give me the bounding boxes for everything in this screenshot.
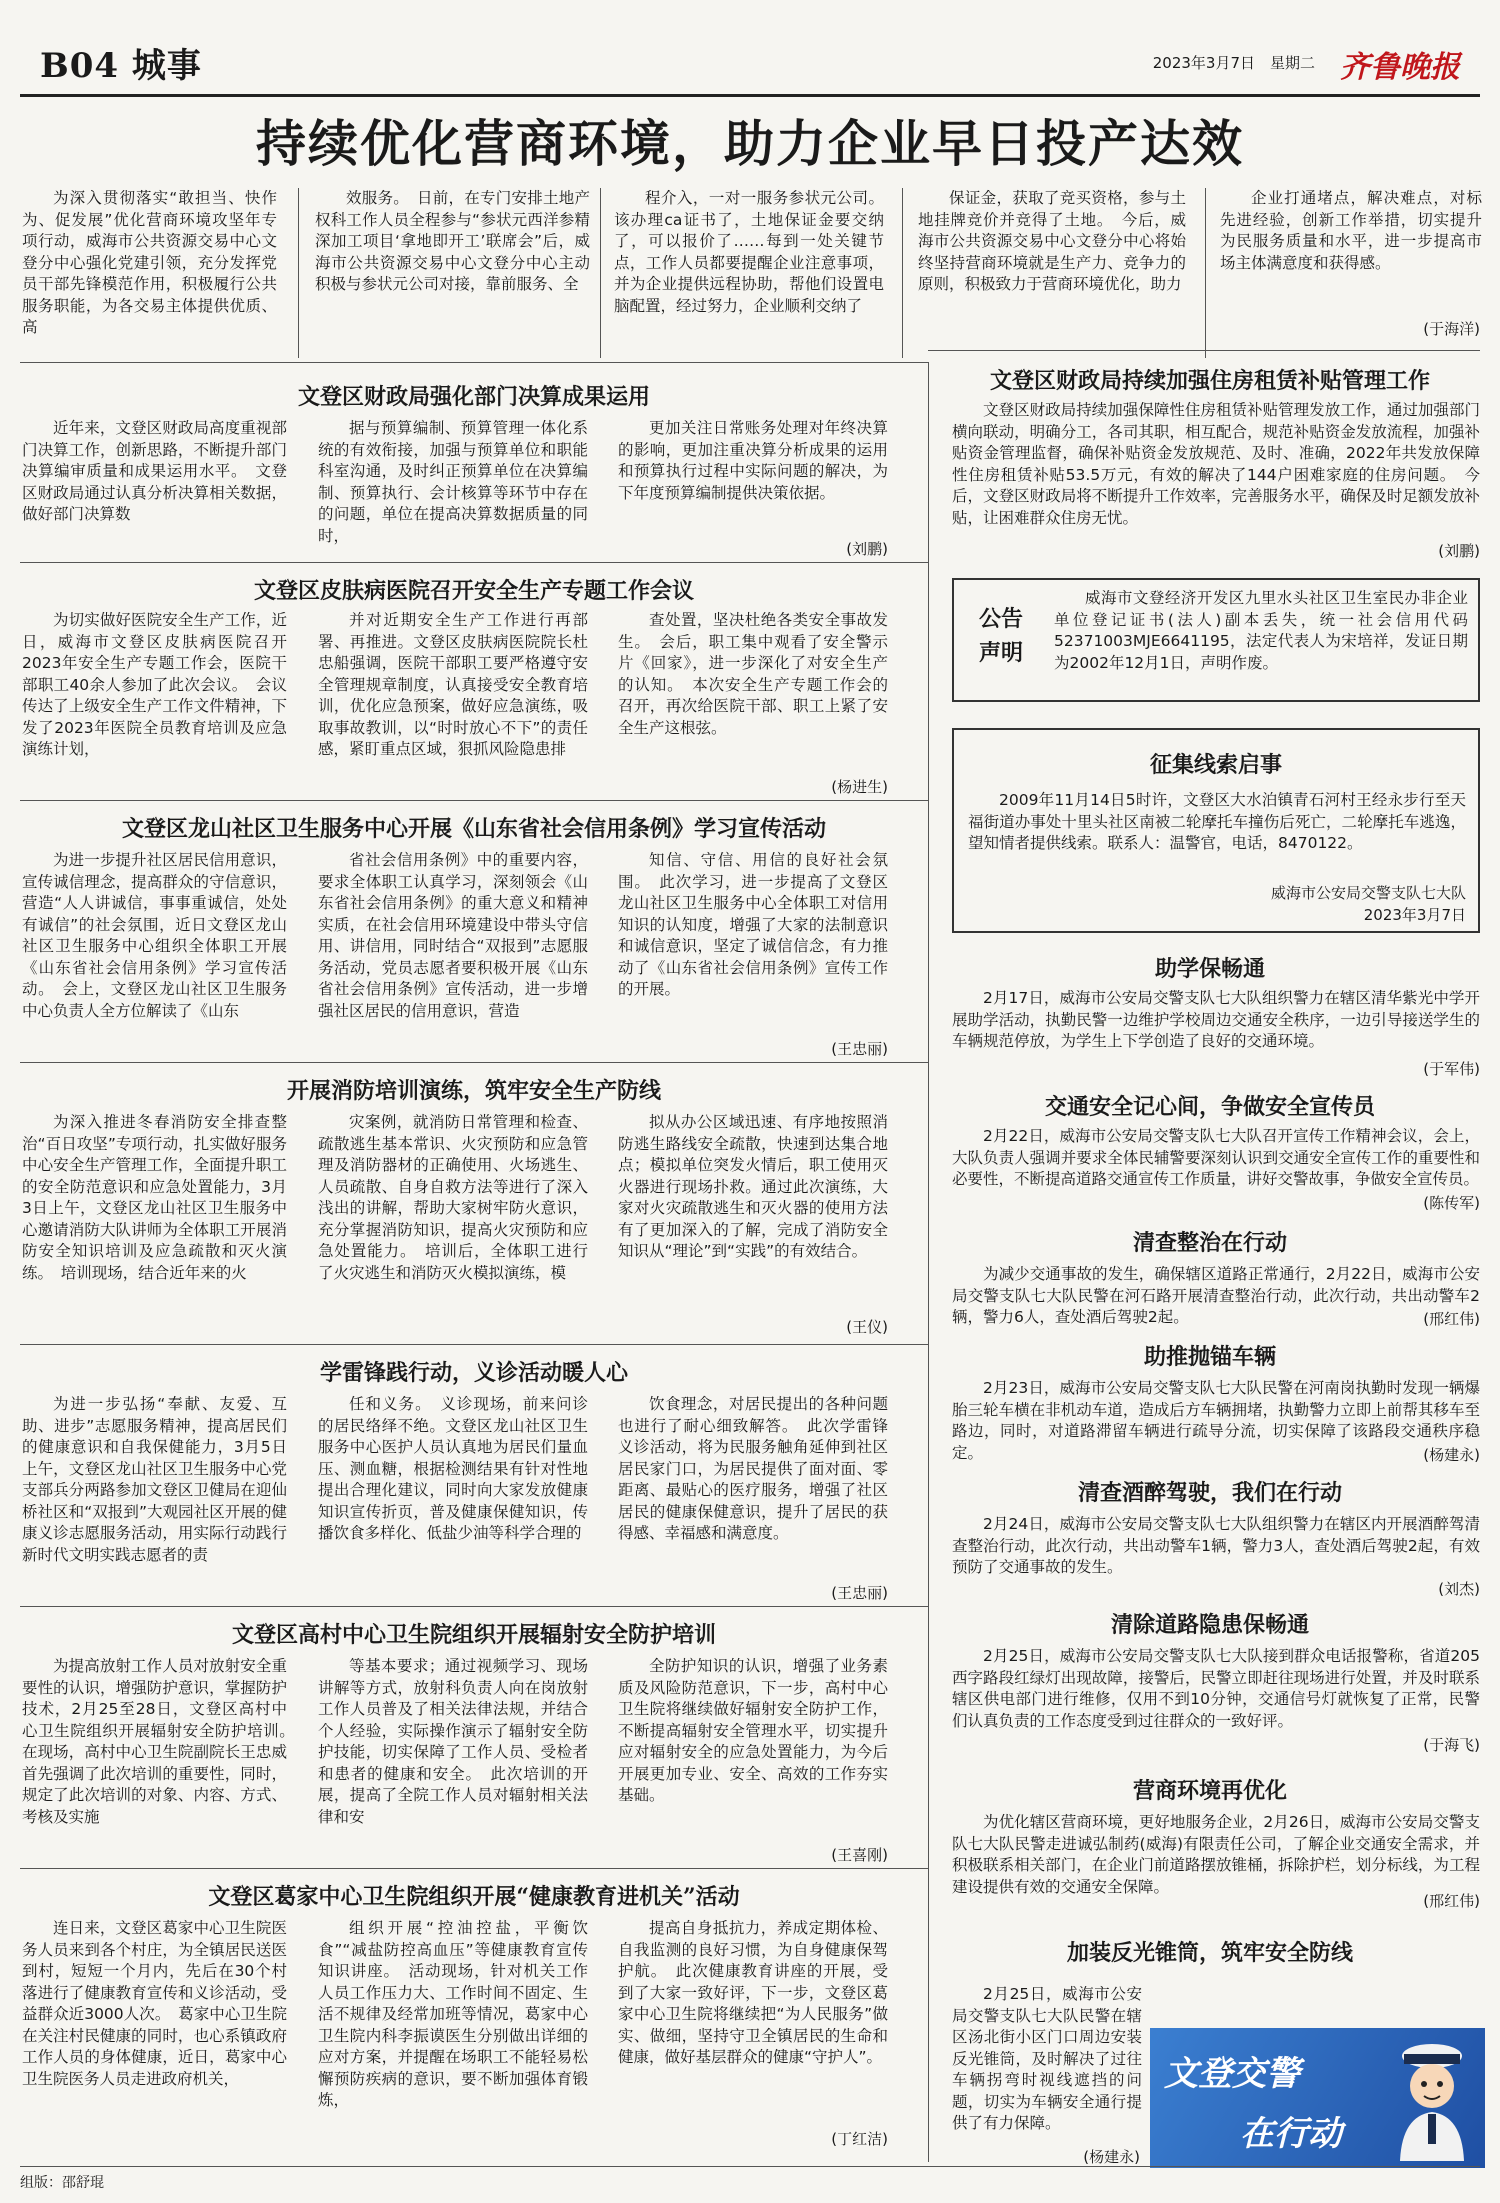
article-7-col-2: 组织开展“控油控盐，平衡饮食”“减盐防控高血压”等健康教育宣传知识讲座。 活动现场，针对机关工作人员工作压力大、工作时间不固定、生活不规律及经常加班等情况，葛家中心卫生院内科李振谟医生分别做出详细的应对方案，并提醒在场职工不能轻易松懈预防疾病的意识，要不断加强体育锻炼， (318, 1919, 588, 2109)
article-divider (20, 362, 928, 363)
police-item-2-author: (陈传军) (1423, 1194, 1480, 1212)
article-5-col-1: 为进一步弘扬“奉献、友爱、互助、进步”志愿服务精神，提高居民们的健康意识和自我保健能力，3月5日上午，文登区龙山社区卫生服务中心党支部兵分两路参加文登区卫健局在迎仙桥社区和“双报到”大观园社区开展的健康义诊志愿服务活动，用实际行动践行新时代文明实践志愿者的责 (22, 1395, 287, 1564)
article-4-title: 开展消防培训演练，筑牢安全生产防线 (286, 1078, 661, 1104)
article-3-title: 文登区龙山社区卫生服务中心开展《山东省社会信用条例》学习宣传活动 (121, 816, 826, 842)
police-item-3-author: (邢红伟) (1423, 1310, 1480, 1328)
notice-box (952, 578, 1480, 702)
article-5-title: 学雷锋践行动，义诊活动暖人心 (319, 1360, 628, 1386)
article-divider (20, 562, 928, 563)
article-4-col-2: 灾案例，就消防日常管理和检查、疏散逃生基本常识、火灾预防和应急管理及消防器材的正确使用、火场逃生、人员疏散、自身自救方法等进行了深入浅出的讲解，帮助大家树牢防火意识，充分掌握消防知识，提高火灾预防和应急处置能力。 培训后，全体职工进行了火灾逃生和消防灭火模拟演练，模 (318, 1113, 588, 1282)
police-item-2-body: 2月22日，威海市公安局交警支队七大队召开宣传工作精神会议，会上，大队负责人强调并要求全体民辅警要深刻认识到交通安全宣传工作的重要性和必要性，不断提高道路交通宣传工作质量，讲好交警故事，争做安全宣传员。 (952, 1127, 1480, 1188)
police-item-1-body: 2月17日，威海市公安局交警支队七大队组织警力在辖区清华紫光中学开展助学活动，执勤民警一边维护学校周边交通安全秩序，一边引导接送学生的车辆规范停放，为学生上下学创造了良好的交通环境。 (952, 989, 1480, 1050)
article-6-col-3: 全防护知识的认识，增强了业务素质及风险防范意识，下一步，高村中心卫生院将继续做好辐射安全防护工作，不断提高辐射安全管理水平，切实提升应对辐射安全的应急处置能力，为今后开展更加专业、安全、高效的工作夯实基础。 (618, 1657, 888, 1804)
article-3-col-2: 省社会信用条例》中的重要内容，要求全体职工认真学习，深刻领会《山东省社会信用条例》的重大意义和精神实质，在社会信用环境建设中带头守信用、讲信用，同时结合“双报到”志愿服务活动，党员志愿者要积极开展《山东省社会信用条例》宣传活动，进一步增强社区居民的信用意识，营造 (318, 851, 588, 1020)
article-2-author: (杨进生) (831, 778, 888, 796)
police-item-7-title: 营商环境再优化 (1132, 1778, 1287, 1804)
footer-rule (20, 2166, 1480, 2167)
article-divider (20, 1868, 928, 1869)
housing-body: 文登区财政局持续加强保障性住房租赁补贴管理发放工作，通过加强部门横向联动，明确分工，各司其职，相互配合，规范补贴资金发放流程，加强补贴资金管理监督，确保补贴资金发放规范、及时、准确，2022年共发放保障性住房租赁补贴53.5万元，有效的解决了144户困难家庭的住房问题。 今后，文登区财政局将不断提升工作效率，完善服务水平，确保及时足额发放补贴，让困难群众住房无忧。 (952, 401, 1480, 527)
article-1-author: (刘鹏) (846, 540, 888, 558)
article-2-title: 文登区皮肤病医院召开安全生产专题工作会议 (253, 578, 694, 604)
housing-author: (刘鹏) (1438, 542, 1480, 560)
police-item-5-author: (刘杰) (1438, 1580, 1480, 1598)
lead-col-2: 效服务。 日前，在专门安排土地产权科工作人员全程参与“参状元西洋参精深加工项目‘拿地即开工’联席会”后，威海市公共资源交易中心文登分中心主动积极与参状元公司对接，靠前服务、全 (315, 189, 590, 293)
police-item-3-body: 为减少交通事故的发生，确保辖区道路正常通行，2月22日，威海市公安局交警支队七大队民警在河石路开展清查整治行动，此次行动，共出动警车2辆，警力6人，查处酒后驾驶2起。 (952, 1265, 1480, 1326)
clue-body: 2009年11月14日5时许，文登区大水泊镇青石河村王经永步行至天福街道办事处十里头社区南被二轮摩托车撞伤后死亡，二轮摩托车逃逸，望知情者提供线索。联系人：温警官，电话，8470122。 (968, 791, 1466, 852)
notice-body: 威海市文登经济开发区九里水头社区卫生室民办非企业单位登记证书(法人)副本丢失，统一社会信用代码52371003MJE6641195，法定代表人为宋培祥，发证日期为2002年12月1日，声明作废。 (1054, 589, 1468, 672)
article-6-title: 文登区高村中心卫生院组织开展辐射安全防护培训 (231, 1622, 716, 1648)
lead-col-5: 企业打通堵点，解决难点，对标先进经验，创新工作举措，切实提升为民服务质量和水平，进一步提高市场主体满意度和获得感。 (1220, 189, 1482, 272)
notice-label: 公告 声明 (978, 606, 1023, 666)
article-1-col-2: 据与预算编制、预算管理一体化系统的有效衔接，加强与预算单位和职能科室沟通，及时纠正预算单位在决算编制、预算执行、会计核算等环节中存在的问题，单位在提高决算数据质量的同时， (318, 419, 588, 545)
police-item-6-author: (于海飞) (1423, 1736, 1480, 1754)
police-item-5-body: 2月24日，威海市公安局交警支队七大队组织警力在辖区内开展酒醉驾清查整治行动，此次行动，共出动警车1辆，警力3人，查处酒后驾驶2起，有效预防了交通事故的发生。 (952, 1515, 1480, 1576)
article-divider (20, 1344, 928, 1345)
page-editor: 组版：邵舒琨 (20, 2175, 104, 2191)
issue-date: 2023年3月7日 星期二 (1152, 54, 1315, 72)
police-item-5-title: 清查酒醉驾驶，我们在行动 (1077, 1480, 1342, 1506)
masthead (40, 38, 1460, 93)
masthead-rule (20, 94, 1480, 97)
article-3-col-3: 知信、守信、用信的良好社会氛围。 此次学习，进一步提高了文登区龙山社区卫生服务中心全体职工对信用知识的认知度，增强了大家的法制意识和诚信意识，坚定了诚信信念，有力推动了《山东省社会信用条例》宣传工作的开展。 (618, 851, 888, 998)
article-3-author: (王忠丽) (831, 1040, 888, 1058)
police-item-4-author: (杨建永) (1423, 1446, 1480, 1464)
traffic-police-banner (1150, 2028, 1485, 2168)
article-4-col-3: 拟从办公区域迅速、有序地按照消防逃生路线安全疏散，快速到达集合地点；模拟单位突发火情后，职工使用灭火器进行现场扑救。通过此次演练，大家对火灾疏散逃生和灭火器的使用方法有了更加深入的了解，完成了消防安全知识从“理论”到“实践”的有效结合。 (618, 1113, 888, 1260)
article-divider (20, 1062, 928, 1063)
article-6-col-2: 等基本要求；通过视频学习、现场讲解等方式，放射科负责人向在岗放射工作人员普及了相关法律法规，并结合个人经验，实际操作演示了辐射安全防护技能，切实保障了工作人员、受检者和患者的健康和安全。 此次培训的开展，提高了全院工作人员对辐射相关法律和安 (318, 1657, 588, 1826)
clue-title: 征集线索启事 (1149, 752, 1282, 778)
article-2-col-2: 并对近期安全生产工作进行再部署、再推进。文登区皮肤病医院院长杜忠船强调，医院干部职工要严格遵守安全管理规章制度，认真接受安全教育培训，优化应急预案，做好应急演练，吸取事故教训，以“时时放心不下”的责任感，紧盯重点区域，狠抓风险隐患排 (318, 611, 588, 758)
police-item-3-title: 清查整治在行动 (1132, 1230, 1287, 1256)
banner-line-1: 文登交警 (1164, 2054, 1300, 2094)
police-item-1-title: 助学保畅通 (1154, 956, 1265, 982)
lead-col-3: 程介入，一对一服务参状元公司。该办理ca证书了，土地保证金要交纳了，可以报价了……每到一处关键节点，工作人员都要提醒企业注意事项，并为企业提供远程协助，帮他们设置电脑配置，经过努力，企业顺利交纳了 (614, 189, 884, 315)
clue-notice-box (952, 728, 1480, 933)
housing-title: 文登区财政局持续加强住房租赁补贴管理工作 (989, 368, 1430, 394)
article-4-col-1: 为深入推进冬春消防安全排查整治“百日攻坚”专项行动，扎实做好服务中心安全生产管理工作，全面提升职工的安全防范意识和应急处置能力，3月3日上午，文登区龙山社区卫生服务中心邀请消防大队讲师为全体职工开展消防安全知识培训及应急疏散和灭火演练。 培训现场，结合近年来的火 (22, 1113, 287, 1282)
police-item-2-title: 交通安全记心间，争做安全宣传员 (1044, 1094, 1375, 1120)
lead-col-1: 为深入贯彻落实“敢担当、快作为、促发展”优化营商环境攻坚年专项行动，威海市公共资源交易中心文登分中心强化党建引领，充分发挥党员干部先锋模范作用，积极履行公共服务职能，为各交易主体提供优质、高 (22, 189, 277, 336)
article-divider (20, 800, 928, 801)
article-1-title: 文登区财政局强化部门决算成果运用 (297, 384, 650, 410)
police-item-6-title: 清除道路隐患保畅通 (1110, 1612, 1309, 1638)
col-divider (902, 188, 903, 358)
lead-col-4: 保证金，获取了竞买资格，参与土地挂牌竞价并竞得了土地。 今后，威海市公共资源交易中心文登分中心将始终坚持营商环境就是生产力、竞争力的原则，积极致力于营商环境优化，助力 (918, 189, 1186, 293)
article-5-col-2: 任和义务。 义诊现场，前来问诊的居民络绎不绝。文登区龙山社区卫生服务中心医护人员认真地为居民们量血压、测血糖，根据检测结果有针对性地提出合理化建议，同时向大家发放健康知识宣传折页，普及健康保健知识，传播饮食多样化、低盐少油等科学合理的 (318, 1395, 588, 1542)
page-headline: 持续优化营商环境，助力企业早日投产达效 (256, 114, 1244, 173)
article-7-col-3: 提高自身抵抗力，养成定期体检、自我监测的良好习惯，为自身健康保驾护航。 此次健康教育讲座的开展，受到了大家一致好评，下一步，文登区葛家中心卫生院将继续把“为人民服务”做实、做细，坚持守卫全镇居民的生命和健康，做好基层群众的健康“守护人”。 (618, 1919, 888, 2066)
police-item-8-title: 加装反光锥筒，筑牢安全防线 (1066, 1940, 1353, 1966)
article-7-author: (丁红洁) (831, 2130, 888, 2148)
police-item-1-author: (于军伟) (1423, 1060, 1480, 1078)
article-6-col-1: 为提高放射工作人员对放射安全重要性的认识，增强防护意识，掌握防护技术，2月25至28日，文登区高村中心卫生院组织开展辐射安全防护培训。 在现场，高村中心卫生院副院长王忠威首先强调了此次培训的重要性，同时，规定了此次培训的对象、内容、方式、考核及实施 (22, 1657, 303, 1826)
police-item-4-title: 助推抛锚车辆 (1143, 1344, 1276, 1370)
newspaper-logo: 齐鲁晚报 (1340, 50, 1460, 85)
article-1-col-3: 更加关注日常账务处理对年终决算的影响，更加注重决算分析成果的运用和预算执行过程中实际问题的解决，为下年度预算编制提供决策依据。 (618, 419, 888, 502)
police-item-6-body: 2月25日，威海市公安局交警支队七大队接到群众电话报警称，省道205西字路段红绿灯出现故障，接警后，民警立即赶往现场进行处置，并及时联系辖区供电部门进行维修，仅用不到10分钟，交通信号灯就恢复了正常，民警们认真负责的工作态度受到过往群众的一致好评。 (952, 1647, 1480, 1730)
police-officer-icon (1390, 2036, 1475, 2161)
col-divider (1205, 188, 1206, 358)
article-7-col-1: 连日来，文登区葛家中心卫生院医务人员来到各个村庄，为全镇居民送医到村，短短一个月内，先后在30个村落进行了健康教育宣传和义诊活动，受益群众近3000人次。 葛家中心卫生院在关注村民健康的同时，也心系镇政府工作人员的身体健康，近日，葛家中心卫生院医务人员走进政府机关， (22, 1919, 287, 2088)
clue-date: 2023年3月7日 (1363, 906, 1466, 924)
police-item-8-author: (杨建永) (1083, 2148, 1140, 2166)
article-2-col-3: 查处置，坚决杜绝各类安全事故发生。 会后，职工集中观看了安全警示片《回家》，进一步深化了对安全生产的认知。 本次安全生产专题工作会的召开，再次给医院干部、职工上紧了安全生产这根弦。 (618, 611, 888, 737)
article-7-title: 文登区葛家中心卫生院组织开展“健康教育进机关”活动 (208, 1884, 740, 1910)
clue-sign: 威海市公安局交警支队七大队 (1270, 884, 1466, 902)
article-6-author: (王喜刚) (831, 1846, 888, 1864)
lead-author: (于海洋) (1423, 320, 1480, 338)
article-4-author: (王仪) (846, 1318, 888, 1336)
article-5-author: (王忠丽) (831, 1584, 888, 1602)
page-label: B04 城事 (40, 46, 202, 86)
police-item-7-author: (邢红伟) (1423, 1892, 1480, 1910)
col-divider (298, 188, 299, 358)
police-item-8-body: 2月25日，威海市公安局交警支队七大队民警在辖区汤北街小区门口周边安装反光锥筒，及时解决了过往车辆拐弯时视线遮挡的问题，切实为车辆安全通行提供了有力保障。 (952, 1985, 1142, 2132)
article-1-col-1: 近年来，文登区财政局高度重视部门决算工作，创新思路，不断提升部门决算编审质量和成果运用水平。 文登区财政局通过认真分析决算相关数据，做好部门决算数 (22, 419, 287, 523)
article-divider (928, 350, 1480, 351)
col-divider (600, 188, 601, 358)
article-divider (20, 1606, 928, 1607)
police-item-7-body: 为优化辖区营商环境，更好地服务企业，2月26日，威海市公安局交警支队七大队民警走进诚弘制药(威海)有限责任公司，了解企业交通安全需求，并积极联系相关部门，在企业门前道路摆放锥桶，拆除护栏，划分标线，为工程建设提供有效的交通安全保障。 (952, 1813, 1480, 1896)
section-divider (928, 362, 929, 2162)
article-2-col-1: 为切实做好医院安全生产工作，近日，威海市文登区皮肤病医院召开2023年安全生产专题工作会，医院干部职工40余人参加了此次会议。 会议传达了上级安全生产工作文件精神，下发了2023年医院全员教育培训及应急演练计划， (22, 611, 287, 758)
banner-line-2: 在行动 (1240, 2114, 1342, 2154)
police-item-4-body: 2月23日，威海市公安局交警支队七大队民警在河南岗执勤时发现一辆爆胎三轮车横在非机动车道，造成后方车辆拥堵，执勤警力立即上前帮其移车至路边，同时，对道路滞留车辆进行疏导分流，切实保障了该路段交通秩序稳定。 (952, 1379, 1480, 1462)
article-3-col-1: 为进一步提升社区居民信用意识，宣传诚信理念，提高群众的守信意识，营造“人人讲诚信，事事重诚信，处处有诚信”的社会氛围，近日文登区龙山社区卫生服务中心组织全体职工开展《山东省社会信用条例》学习宣传活动。 会上，文登区龙山社区卫生服务中心负责人全方位解读了《山东 (22, 851, 287, 1020)
article-5-col-3: 饮食理念，对居民提出的各种问题也进行了耐心细致解答。 此次学雷锋义诊活动，将为民服务触角延伸到社区居民家门口，为居民提供了面对面、零距离、最贴心的医疗服务，增强了社区居民的健康保健意识，提升了居民的获得感、幸福感和满意度。 (618, 1395, 888, 1542)
